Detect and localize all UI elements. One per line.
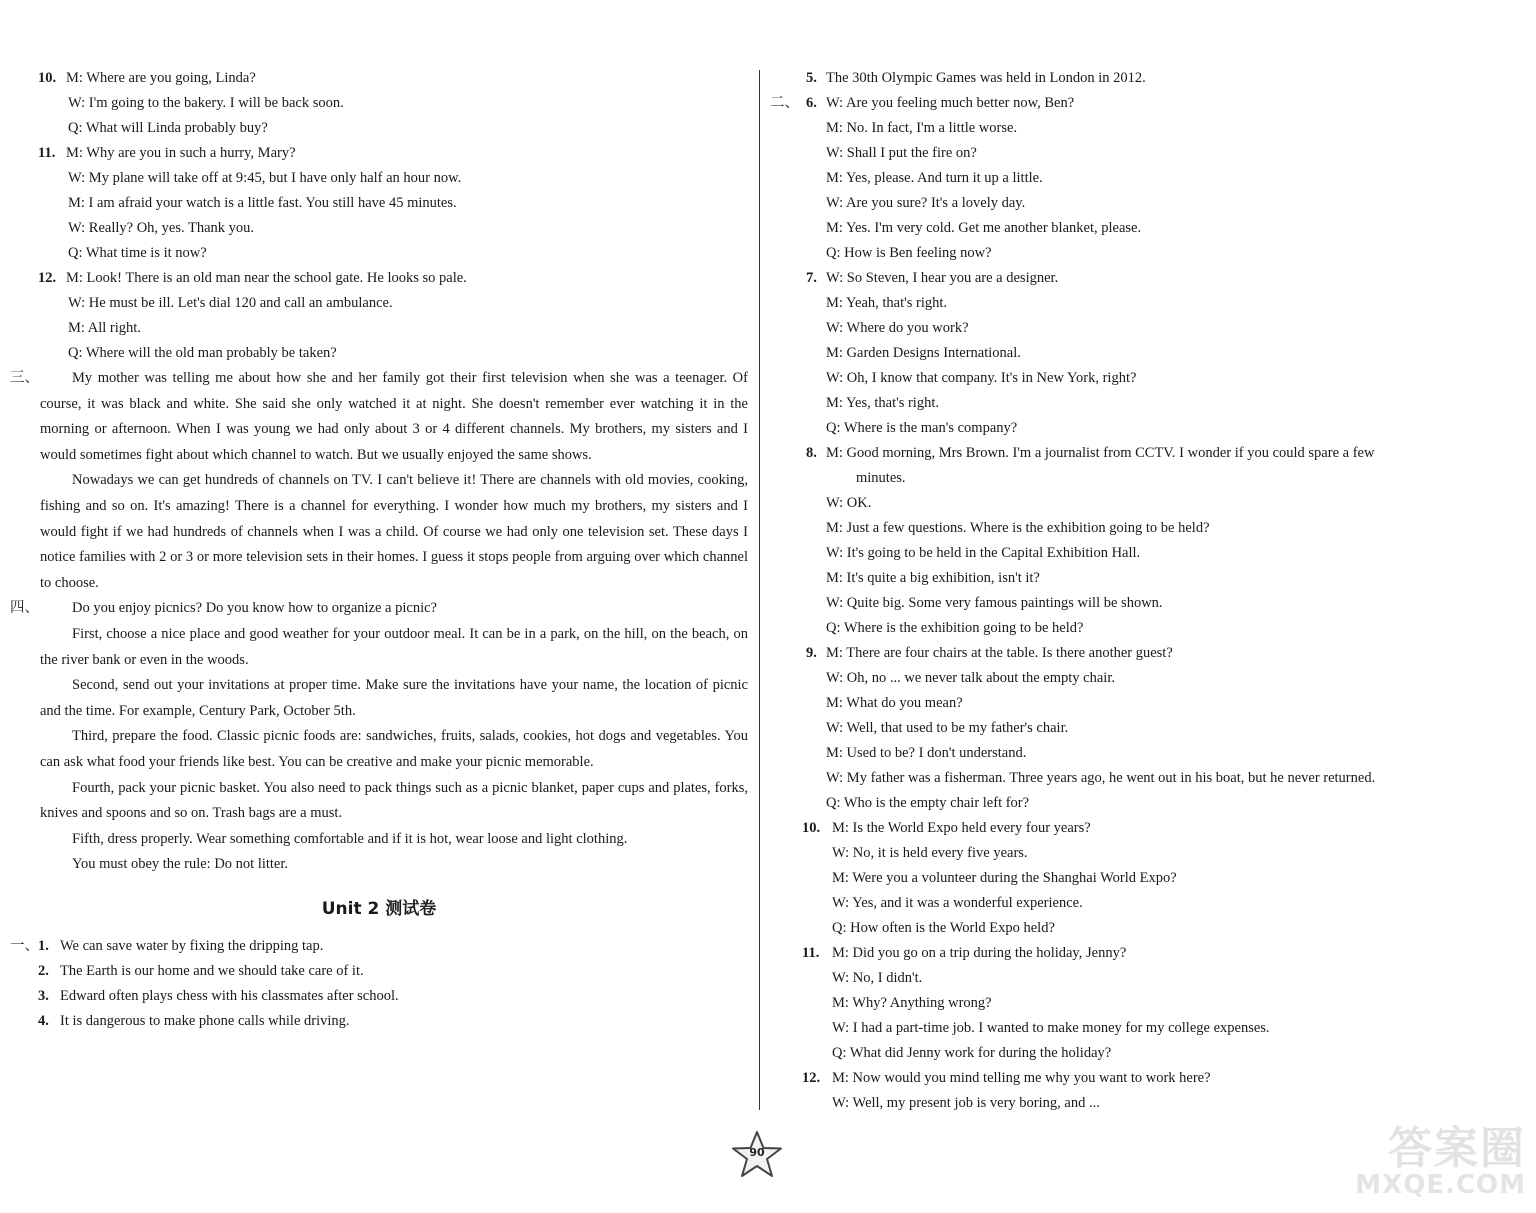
line-text: M: Used to be? I don't understand. bbox=[826, 745, 1027, 761]
line-text: W: Oh, no ... we never talk about the empty chair. bbox=[826, 670, 1115, 686]
dialogue-line bbox=[770, 491, 1515, 516]
passage-paragraph: Fifth, dress properly. Wear something comfortable and if it is hot, wear loose and light clothing. bbox=[72, 830, 628, 847]
dialogue-line bbox=[10, 216, 748, 241]
dialogue-line bbox=[770, 316, 1515, 341]
line-text: M: Look! There is an old man near the school gate. He looks so pale. bbox=[66, 270, 467, 286]
line-text: W: I had a part-time job. I wanted to make money for my college expenses. bbox=[832, 1020, 1270, 1036]
line-text: W: No, I didn't. bbox=[832, 970, 923, 986]
passage-paragraph: Nowadays we can get hundreds of channels on TV. I can't believe it! There are channels with old movies, cooking, fishing and so on. It's amazing! There is a channel for everything. I wonder how much my brothers, my sisters and I would fight if we had hundreds of channels when I was a child. Of course we had only one television set. These days I notice families with 2 or 3 or more television sets in their homes. I guess it stops people from arguing over which channel to choose. bbox=[40, 472, 748, 591]
passage-paragraph: My mother was telling me about how she and her family got their first television when she was a teenager. Of course, it was black and white. She said she only watched it at night. She doesn't remember ever watching it in the morning or afternoon. When I was young we had only about 3 or 4 different channels. My brothers, my sisters and I would sometimes fight about which channel to watch. But we usually enjoyed the same shows. bbox=[40, 370, 748, 463]
section-four bbox=[10, 596, 748, 878]
line-text: M: Is the World Expo held every four years? bbox=[832, 820, 1091, 836]
right-column bbox=[770, 66, 1515, 1116]
line-text: W: Where do you work? bbox=[826, 320, 969, 336]
dialogue-line bbox=[770, 866, 1515, 891]
line-text: minutes. bbox=[856, 470, 906, 486]
dialogue-line bbox=[770, 116, 1515, 141]
line-text: W: I'm going to the bakery. I will be back soon. bbox=[68, 95, 344, 111]
dialogue-line bbox=[10, 316, 748, 341]
dialogue-line bbox=[770, 741, 1515, 766]
dialogue-line bbox=[770, 91, 1515, 116]
dialogue-line bbox=[770, 516, 1515, 541]
dialogue-line bbox=[770, 841, 1515, 866]
dialogue-line bbox=[770, 441, 1515, 466]
line-text: Q: What will Linda probably buy? bbox=[68, 120, 268, 136]
question-number: 8. bbox=[806, 445, 817, 461]
item-text: Edward often plays chess with his classmates after school. bbox=[60, 987, 399, 1004]
page-number-badge bbox=[731, 1130, 783, 1180]
dialogue-line bbox=[10, 91, 748, 116]
dialogue-line bbox=[770, 366, 1515, 391]
line-text: Q: What did Jenny work for during the holiday? bbox=[832, 1045, 1112, 1061]
passage-paragraph: Fourth, pack your picnic basket. You also need to pack things such as a picnic blanket, paper cups and plates, forks, knives and spoons and so on. Trash bags are a must. bbox=[40, 779, 748, 822]
dialogue-line bbox=[770, 541, 1515, 566]
question-number: 11. bbox=[802, 945, 820, 961]
section-three bbox=[10, 366, 748, 596]
line-text: Q: How often is the World Expo held? bbox=[832, 920, 1055, 936]
line-text: W: My plane will take off at 9:45, but I have only half an hour now. bbox=[68, 170, 462, 186]
line-text: M: What do you mean? bbox=[826, 695, 963, 711]
question-number: 11. bbox=[38, 145, 56, 161]
dialogue-line bbox=[770, 591, 1515, 616]
section-marker: 一、 bbox=[10, 937, 39, 954]
line-text: W: Well, my present job is very boring, and ... bbox=[832, 1095, 1100, 1111]
watermark-logo: 答案圈 bbox=[1388, 1123, 1526, 1174]
dialogue-line bbox=[770, 466, 1515, 491]
line-text: Q: Where is the exhibition going to be held? bbox=[826, 620, 1084, 636]
unit-heading: Unit 2 测试卷 bbox=[321, 898, 437, 919]
line-text: W: Oh, I know that company. It's in New York, right? bbox=[826, 370, 1137, 386]
dialogue-line bbox=[770, 1041, 1515, 1066]
line-text: M: All right. bbox=[68, 320, 141, 336]
dialogue-line bbox=[770, 916, 1515, 941]
dialogue-line bbox=[770, 691, 1515, 716]
dialogue-line bbox=[770, 141, 1515, 166]
dialogue-line bbox=[770, 266, 1515, 291]
item-text: The 30th Olympic Games was held in London in 2012. bbox=[826, 70, 1146, 86]
dialogue-line bbox=[770, 816, 1515, 841]
question-number: 10. bbox=[38, 70, 57, 86]
line-text: M: Were you a volunteer during the Shanghai World Expo? bbox=[832, 870, 1177, 886]
dialogue-line bbox=[770, 991, 1515, 1016]
dialogue-line bbox=[770, 966, 1515, 991]
line-text: W: Shall I put the fire on? bbox=[826, 145, 977, 161]
dialogue-line bbox=[770, 766, 1515, 791]
item-number: 3. bbox=[38, 987, 49, 1004]
line-text: W: Are you sure? It's a lovely day. bbox=[826, 195, 1026, 211]
list-item bbox=[10, 934, 748, 959]
question-number: 7. bbox=[806, 270, 817, 286]
line-text: M: Yes, that's right. bbox=[826, 395, 939, 411]
passage-paragraph: Do you enjoy picnics? Do you know how to organize a picnic? bbox=[72, 600, 437, 617]
item-number: 2. bbox=[38, 962, 49, 979]
dialogue-line bbox=[770, 291, 1515, 316]
line-text: W: Quite big. Some very famous paintings will be shown. bbox=[826, 595, 1163, 611]
item-number: 4. bbox=[38, 1012, 49, 1029]
dialogue-line bbox=[770, 391, 1515, 416]
line-text: M: Why? Anything wrong? bbox=[832, 995, 992, 1011]
dialogue-line bbox=[10, 266, 748, 291]
dialogue-line bbox=[770, 416, 1515, 441]
line-text: Q: Where is the man's company? bbox=[826, 420, 1018, 436]
line-text: M: I am afraid your watch is a little fast. You still have 45 minutes. bbox=[68, 195, 457, 211]
question-number: 12. bbox=[802, 1070, 821, 1086]
section-marker: 二、 bbox=[770, 95, 799, 111]
dialogue-line bbox=[770, 566, 1515, 591]
passage-paragraph: First, choose a nice place and good weather for your outdoor meal. It can be in a park, on the hill, on the beach, on the river bank or even in the woods. bbox=[40, 625, 748, 668]
page-number: 90 bbox=[749, 1146, 765, 1159]
question-number: 6. bbox=[806, 95, 817, 111]
line-text: M: It's quite a big exhibition, isn't it? bbox=[826, 570, 1040, 586]
line-text: Q: Where will the old man probably be taken? bbox=[68, 345, 337, 361]
line-text: W: He must be ill. Let's dial 120 and call an ambulance. bbox=[68, 295, 393, 311]
line-text: M: Yeah, that's right. bbox=[826, 295, 948, 311]
question-number: 9. bbox=[806, 645, 817, 661]
line-text: Q: What time is it now? bbox=[68, 245, 207, 261]
question-number: 10. bbox=[802, 820, 821, 836]
passage-paragraph: You must obey the rule: Do not litter. bbox=[72, 856, 289, 873]
dialogue-line bbox=[770, 791, 1515, 816]
line-text: M: No. In fact, I'm a little worse. bbox=[826, 120, 1018, 136]
line-text: W: Are you feeling much better now, Ben? bbox=[826, 95, 1075, 111]
watermark-url: MXQE.COM bbox=[1355, 1170, 1526, 1200]
list-item bbox=[10, 1009, 748, 1034]
list-item bbox=[770, 66, 1515, 91]
line-text: W: My father was a fisherman. Three years ago, he went out in his boat, but he never returned. bbox=[826, 770, 1376, 786]
dialogue-line bbox=[770, 241, 1515, 266]
dialogue-line bbox=[10, 116, 748, 141]
line-text: W: So Steven, I hear you are a designer. bbox=[826, 270, 1059, 286]
dialogue-line bbox=[10, 66, 748, 91]
dialogue-line bbox=[10, 341, 748, 366]
dialogue-line bbox=[770, 941, 1515, 966]
line-text: W: Really? Oh, yes. Thank you. bbox=[68, 220, 255, 236]
line-text: M: Yes, please. And turn it up a little. bbox=[826, 170, 1043, 186]
section-marker: 四、 bbox=[10, 600, 39, 617]
dialogue-line bbox=[770, 341, 1515, 366]
line-text: M: Why are you in such a hurry, Mary? bbox=[66, 145, 296, 161]
dialogue-line bbox=[770, 666, 1515, 691]
line-text: Q: Who is the empty chair left for? bbox=[826, 795, 1030, 811]
line-text: W: OK. bbox=[826, 495, 872, 511]
dialogue-line bbox=[770, 1016, 1515, 1041]
item-number: 1. bbox=[38, 937, 49, 954]
line-text: M: Where are you going, Linda? bbox=[66, 70, 256, 86]
item-text: It is dangerous to make phone calls while driving. bbox=[60, 1012, 350, 1029]
left-column bbox=[10, 66, 748, 1034]
dialogue-line bbox=[10, 191, 748, 216]
dialogue-line bbox=[770, 166, 1515, 191]
line-text: M: Just a few questions. Where is the exhibition going to be held? bbox=[826, 520, 1210, 536]
dialogue-line bbox=[10, 166, 748, 191]
line-text: W: Yes, and it was a wonderful experience. bbox=[832, 895, 1083, 911]
line-text: M: Now would you mind telling me why you want to work here? bbox=[832, 1070, 1211, 1086]
line-text: W: Well, that used to be my father's chair. bbox=[826, 720, 1069, 736]
column-divider bbox=[759, 70, 760, 1110]
dialogue-line bbox=[10, 241, 748, 266]
line-text: M: Yes. I'm very cold. Get me another blanket, please. bbox=[826, 220, 1142, 236]
dialogue-line bbox=[770, 891, 1515, 916]
section-marker: 三、 bbox=[10, 370, 39, 386]
item-text: We can save water by fixing the dripping tap. bbox=[60, 937, 324, 954]
item-number: 5. bbox=[806, 70, 817, 86]
dialogue-line bbox=[770, 716, 1515, 741]
watermark bbox=[1340, 1108, 1530, 1208]
dialogue-line bbox=[770, 616, 1515, 641]
dialogue-line bbox=[770, 216, 1515, 241]
line-text: W: It's going to be held in the Capital Exhibition Hall. bbox=[826, 545, 1141, 561]
item-text: The Earth is our home and we should take care of it. bbox=[60, 962, 364, 979]
passage-paragraph: Third, prepare the food. Classic picnic foods are: sandwiches, fruits, salads, cookies, hot dogs and vegetables. You can ask what food your friends like best. You can be creative and make your picnic memorable. bbox=[40, 728, 748, 770]
dialogue-line bbox=[770, 191, 1515, 216]
dialogue-line bbox=[10, 141, 748, 166]
question-number: 12. bbox=[38, 270, 57, 286]
line-text: Q: How is Ben feeling now? bbox=[826, 245, 992, 261]
dialogue-line bbox=[10, 291, 748, 316]
dialogue-line bbox=[770, 1066, 1515, 1091]
dialogue-line bbox=[770, 641, 1515, 666]
list-item bbox=[10, 984, 748, 1009]
line-text: M: Did you go on a trip during the holiday, Jenny? bbox=[832, 945, 1127, 961]
line-text: M: Garden Designs International. bbox=[826, 345, 1021, 361]
list-item bbox=[10, 959, 748, 984]
line-text: M: There are four chairs at the table. Is there another guest? bbox=[826, 645, 1173, 661]
line-text: M: Good morning, Mrs Brown. I'm a journalist from CCTV. I wonder if you could spare a few bbox=[826, 445, 1375, 461]
line-text: W: No, it is held every five years. bbox=[832, 845, 1028, 861]
passage-paragraph: Second, send out your invitations at proper time. Make sure the invitations have your name, the location of picnic and the time. For example, Century Park, October 5th. bbox=[40, 677, 748, 719]
